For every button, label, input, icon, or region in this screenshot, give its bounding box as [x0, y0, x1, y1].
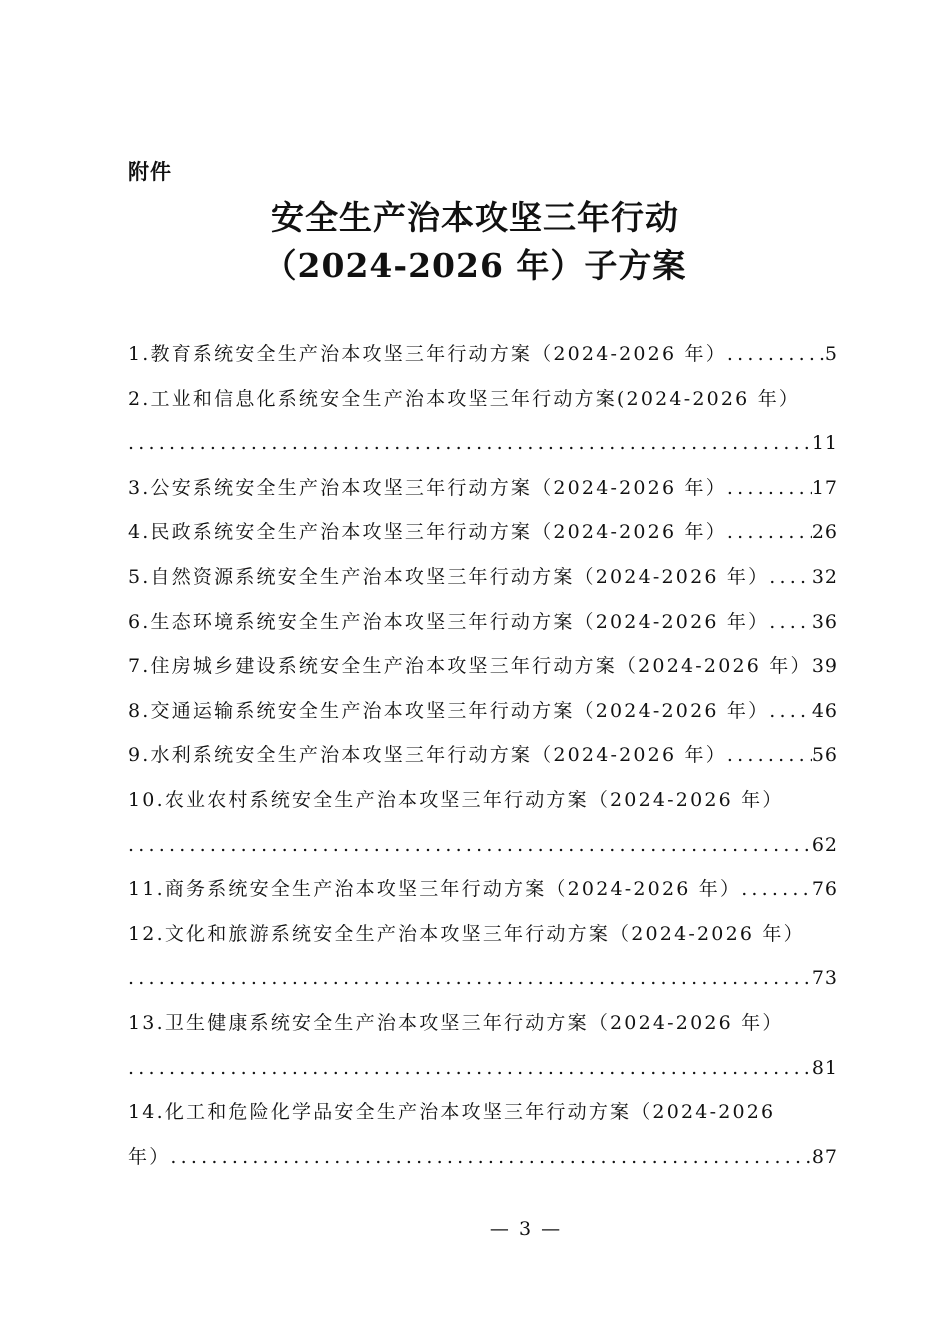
toc-dot-leader	[128, 823, 812, 868]
toc-entry-page: 73	[811, 967, 838, 990]
document-title-line-2: （2024-2026 年）子方案	[263, 246, 687, 285]
toc-entry-6[interactable]	[128, 600, 838, 645]
toc-entry-title: 12.文化和旅游系统安全生产治本攻坚三年行动方案（2024-2026 年）	[128, 922, 805, 945]
toc-entry-title-continued: 年）	[128, 1145, 171, 1168]
toc-dot-leader	[741, 867, 812, 912]
attachment-label: 附件	[128, 160, 172, 184]
toc-entry-12[interactable]	[128, 912, 838, 957]
toc-entry-title: 2.工业和信息化系统安全生产治本攻坚三年行动方案(2024-2026 年）	[128, 387, 801, 410]
toc-dot-leader	[727, 510, 812, 555]
toc-entry-page: 81	[811, 1056, 838, 1079]
toc-entry-1[interactable]	[128, 332, 838, 377]
toc-entry-9[interactable]	[128, 733, 838, 778]
toc-entry-title: 10.农业农村系统安全生产治本攻坚三年行动方案（2024-2026 年）	[128, 788, 784, 811]
toc-entry-title: 9.水利系统安全生产治本攻坚三年行动方案（2024-2026 年）	[128, 744, 727, 767]
toc-entry-page: 46	[811, 699, 838, 722]
toc-entry-11[interactable]	[128, 867, 838, 912]
toc-entry-12-leader[interactable]	[128, 956, 838, 1001]
toc-entry-title: 13.卫生健康系统安全生产治本攻坚三年行动方案（2024-2026 年）	[128, 1011, 784, 1034]
toc-entry-2[interactable]	[128, 377, 838, 422]
toc-entry-page: 39	[811, 655, 838, 678]
toc-entry-title: 11.商务系统安全生产治本攻坚三年行动方案（2024-2026 年）	[128, 878, 742, 901]
toc-entry-title: 7.住房城乡建设系统安全生产治本攻坚三年行动方案（2024-2026 年）	[128, 655, 812, 678]
toc-dot-leader	[727, 733, 812, 778]
toc-entry-7[interactable]	[128, 644, 838, 689]
toc-dot-leader	[128, 421, 812, 466]
toc-entry-page: 17	[811, 476, 838, 499]
page-number: — 3 —	[489, 1218, 563, 1240]
toc-entry-title: 14.化工和危险化学品安全生产治本攻坚三年行动方案（2024-2026	[128, 1101, 776, 1124]
toc-entry-title: 8.交通运输系统安全生产治本攻坚三年行动方案（2024-2026 年）	[128, 699, 770, 722]
toc-dot-leader	[727, 466, 812, 511]
toc-dot-leader	[727, 332, 825, 377]
toc-entry-13-leader[interactable]	[128, 1046, 838, 1091]
toc-entry-page: 26	[811, 521, 838, 544]
toc-dot-leader	[769, 600, 812, 645]
toc-entry-title: 6.生态环境系统安全生产治本攻坚三年行动方案（2024-2026 年）	[128, 610, 770, 633]
table-of-contents	[128, 332, 838, 1179]
toc-entry-page: 5	[824, 343, 838, 365]
toc-entry-page: 87	[811, 1145, 838, 1168]
toc-dot-leader	[128, 956, 812, 1001]
toc-dot-leader	[769, 689, 812, 734]
toc-entry-8[interactable]	[128, 689, 838, 734]
toc-dot-leader	[769, 555, 812, 600]
toc-entry-title: 5.自然资源系统安全生产治本攻坚三年行动方案（2024-2026 年）	[128, 565, 770, 588]
toc-entry-5[interactable]	[128, 555, 838, 600]
toc-entry-2-leader[interactable]	[128, 421, 838, 466]
toc-entry-title: 3.公安系统安全生产治本攻坚三年行动方案（2024-2026 年）	[128, 476, 727, 499]
toc-dot-leader	[128, 1046, 812, 1091]
toc-entry-page: 32	[811, 565, 838, 588]
toc-entry-page: 36	[811, 610, 838, 633]
toc-entry-3[interactable]	[128, 466, 838, 511]
toc-entry-10[interactable]	[128, 778, 838, 823]
toc-entry-page: 11	[811, 432, 838, 455]
toc-entry-title: 1.教育系统安全生产治本攻坚三年行动方案（2024-2026 年）	[128, 343, 727, 365]
toc-entry-14[interactable]	[128, 1090, 838, 1135]
document-title-line-1: 安全生产治本攻坚三年行动	[271, 198, 679, 237]
toc-entry-14-leader[interactable]	[128, 1135, 838, 1180]
toc-dot-leader	[170, 1135, 811, 1180]
toc-entry-13[interactable]	[128, 1001, 838, 1046]
toc-entry-10-leader[interactable]	[128, 823, 838, 868]
toc-entry-title: 4.民政系统安全生产治本攻坚三年行动方案（2024-2026 年）	[128, 521, 727, 544]
toc-entry-page: 62	[811, 833, 838, 856]
toc-entry-page: 56	[811, 744, 838, 767]
toc-entry-4[interactable]	[128, 510, 838, 555]
toc-entry-page: 76	[811, 878, 838, 901]
